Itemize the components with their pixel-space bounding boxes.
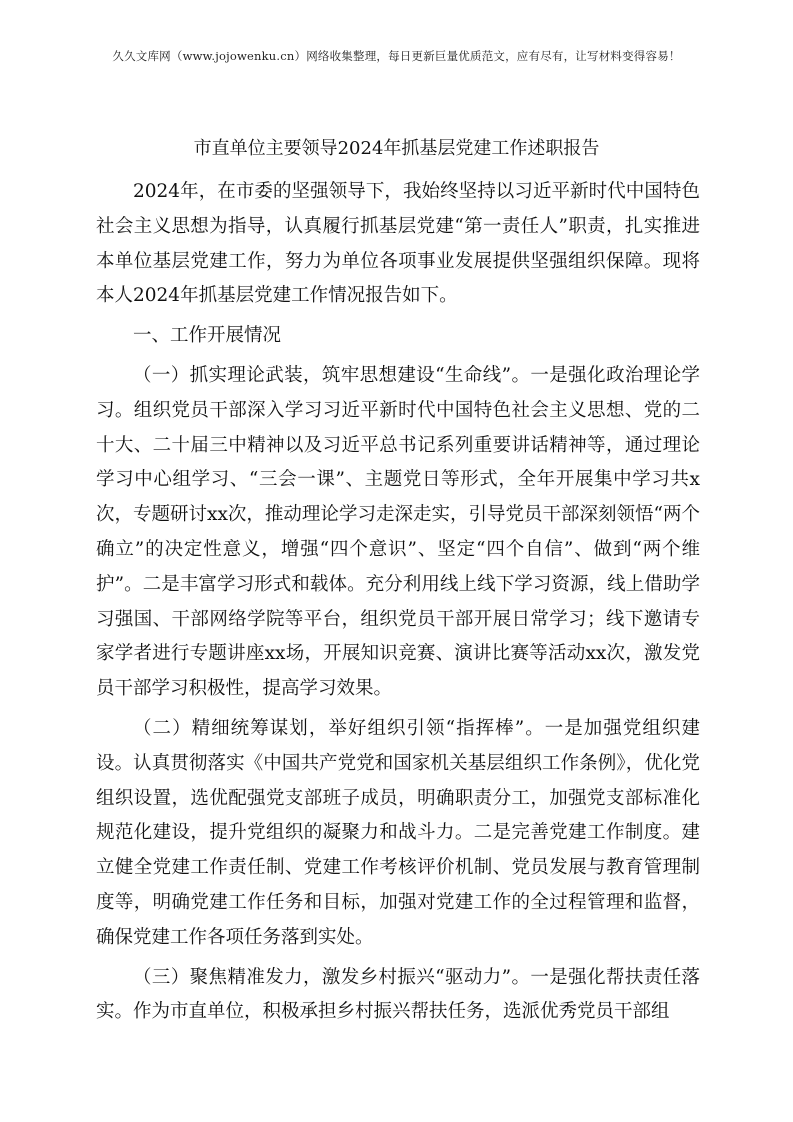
document-body [96, 175, 700, 1030]
paragraph-2: （二）精细统筹谋划，举好组织引领“指挥棒”。一是加强党组织建设。认真贯彻落实《中国共产党党和国家机关基层组织工作条例》，优化党组织设置，选优配强党支部班子成员，明确职责分工，加强党支部标准化规范化建设，提升党组织的凝聚力和战斗力。二是完善党建工作制度。建立健全党建工作责任制、党建工作考核评价机制、党员发展与教育管理制度等，明确党建工作任务和目标，加强对党建工作的全过程管理和监督，确保党建工作各项任务落到实处。 [96, 717, 700, 948]
section-heading: 一、工作开展情况 [133, 325, 282, 347]
document-title: 市直单位主要领导2024年抓基层党建工作述职报告 [193, 138, 600, 159]
paragraph-3: （三）聚焦精准发力，激发乡村振兴“驱动力”。一是强化帮扶责任落实。作为市直单位，积极承担乡村振兴帮扶任务，选派优秀党员干部组 [96, 966, 700, 1023]
intro-paragraph: 2024年，在市委的坚强领导下，我始终坚持以习近平新时代中国特色社会主义思想为指导，认真履行抓基层党建“第一责任人”职责，扎实推进本单位基层党建工作，努力为单位各项事业发展提供坚强组织保障。现将本人2024年抓基层党建工作情况报告如下。 [96, 181, 700, 307]
page-header: 久久文库网（www.jojowenku.cn）网络收集整理，每日更新巨量优质范文，应有尽有，让写材料变得容易！ [112, 49, 681, 63]
paragraph-1: （一）抓实理论武装，筑牢思想建设“生命线”。一是强化政治理论学习。组织党员干部深入学习习近平新时代中国特色社会主义思想、党的二十大、二十届三中精神以及习近平总书记系列重要讲话精神等，通过理论学习中心组学习、“三会一课”、主题党日等形式，全年开展集中学习共x次，专题研讨xx次，推动理论学习走深走实，引导党员干部深刻领悟“两个确立”的决定性意义，增强“四个意识”、坚定“四个自信”、做到“两个维护”。二是丰富学习形式和载体。充分利用线上线下学习资源，线上借助学习强国、干部网络学院等平台，组织党员干部开展日常学习；线下邀请专家学者进行专题讲座xx场，开展知识竞赛、演讲比赛等活动xx次，激发党员干部学习积极性，提高学习效果。 [96, 364, 700, 700]
